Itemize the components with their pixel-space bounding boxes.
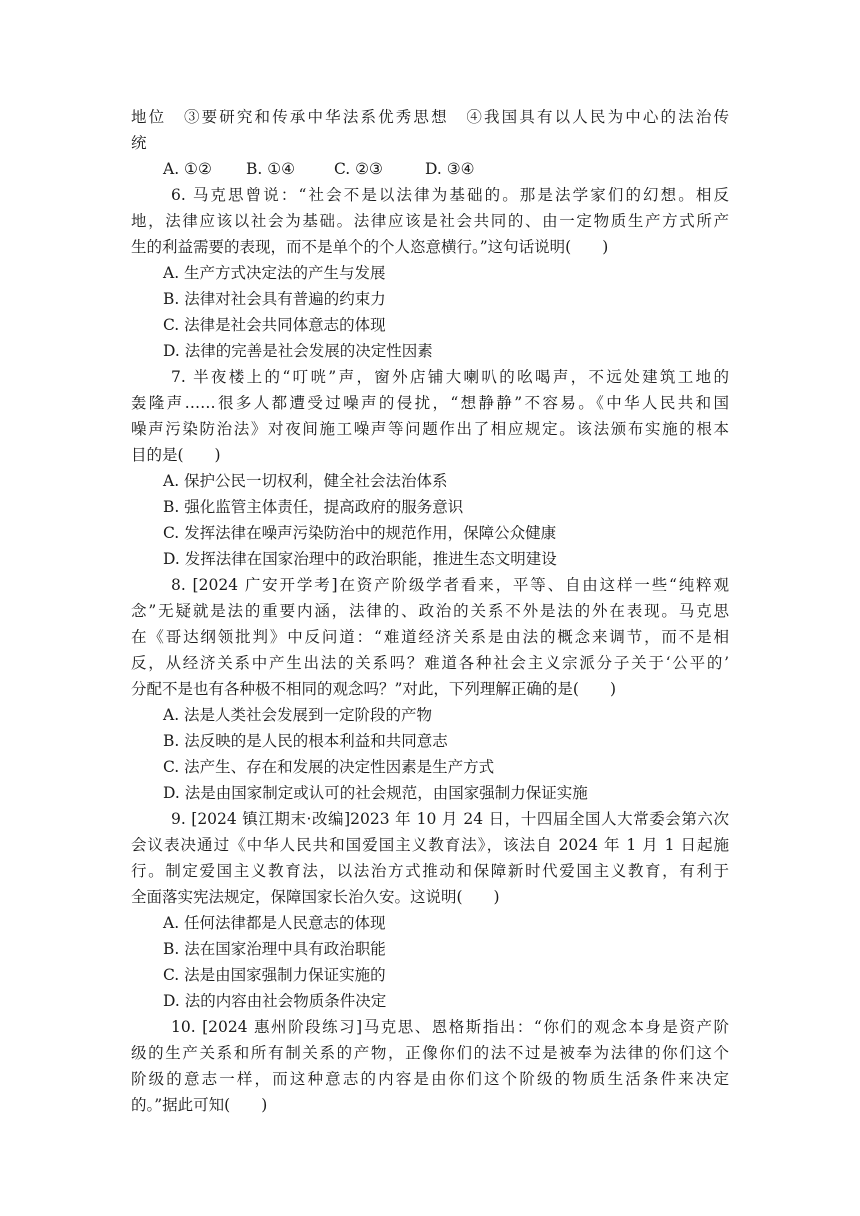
question-7-line: 轰隆声……很多人都遭受过噪声的侵扰，“想静静”不容易。《中华人民共和国: [131, 394, 729, 412]
question-7-option-b: B. 强化监管主体责任，提高政府的服务意识: [163, 498, 464, 516]
question-8-line: 反，从经济关系中产生出法的关系吗？难道各种社会主义宗派分子关于‘公平的’: [131, 654, 729, 672]
question-7-line: 噪声污染防治法》对夜间施工噪声等问题作出了相应规定。该法颁布实施的根本: [131, 420, 729, 438]
question-6-option-c: C. 法律是社会共同体意志的体现: [163, 316, 386, 334]
question-8-line: 分配不是也有各种极不相同的观念吗？”对此，下列理解正确的是( ): [131, 680, 617, 698]
question-8-option-a: A. 法是人类社会发展到一定阶段的产物: [163, 706, 433, 724]
question-8-line: 在《哥达纲领批判》中反问道：“难道经济关系是由法的概念来调节，而不是相: [131, 628, 729, 646]
answer-options-q5: [163, 156, 761, 182]
question-9-option-c: C. 法是由国家强制力保证实施的: [163, 966, 386, 984]
question-9-line: 9. [2024 镇江期末·改编]2023 年 10 月 24 日，十四届全国人大常委会第六次: [171, 810, 729, 828]
question-6-line: 生的利益需要的表现，而不是单个的个人恣意横行。”这句话说明( ): [131, 238, 609, 256]
question-10-line: 10. [2024 惠州阶段练习]马克思、恩格斯指出：“你们的观念本身是资产阶: [171, 1018, 729, 1036]
option-a: A. ①②: [163, 160, 212, 178]
option-c: C. ②③: [334, 160, 383, 178]
question-7-option-c: C. 发挥法律在噪声污染防治中的规范作用，保障公众健康: [163, 524, 557, 542]
question-7-line: 目的是( ): [131, 446, 221, 464]
question-9-line: 全面落实宪法规定，保障国家长治久安。这说明( ): [131, 888, 500, 906]
text-line: 统: [131, 134, 147, 152]
question-6-line: 地，法律应该以社会为基础。法律应该是社会共同的、由一定物质生产方式所产: [131, 212, 729, 230]
question-9-option-b: B. 法在国家治理中具有政治职能: [163, 940, 386, 958]
question-8-line: 8. [2024 广安开学考]在资产阶级学者看来，平等、自由这样一些“纯粹观: [171, 576, 729, 594]
option-b: B. ①④: [246, 160, 296, 178]
question-10-line: 的。”据此可知( ): [131, 1096, 268, 1114]
question-10-line: 阶级的意志一样，而这种意志的内容是由你们这个阶级的物质生活条件来决定: [131, 1070, 729, 1088]
question-9-line: 行。制定爱国主义教育法，以法治方式推动和保障新时代爱国主义教育，有利于: [131, 862, 729, 880]
question-7-option-d: D. 发挥法律在国家治理中的政治职能，推进生态文明建设: [163, 550, 557, 568]
question-8-option-b: B. 法反映的是人民的根本利益和共同意志: [163, 732, 448, 750]
question-6-line: 6. 马克思曾说：“社会不是以法律为基础的。那是法学家们的幻想。相反: [171, 186, 729, 204]
question-9-option-d: D. 法的内容由社会物质条件决定: [163, 992, 387, 1010]
question-6-option-b: B. 法律对社会具有普遍的约束力: [163, 290, 386, 308]
question-7-line: 7. 半夜楼上的“叮咣”声，窗外店铺大喇叭的吆喝声，不远处建筑工地的: [171, 368, 729, 386]
question-8-option-c: C. 法产生、存在和发展的决定性因素是生产方式: [163, 758, 495, 776]
question-6-option-a: A. 生产方式决定法的产生与发展: [163, 264, 386, 282]
text-line: 地位 ③要研究和传承中华法系优秀思想 ④我国具有以人民为中心的法治传: [131, 108, 729, 126]
question-9-line: 会议表决通过《中华人民共和国爱国主义教育法》，该法自 2024 年 1 月 1 日起施: [131, 836, 729, 854]
question-9-option-a: A. 任何法律都是人民意志的体现: [163, 914, 386, 932]
question-6-option-d: D. 法律的完善是社会发展的决定性因素: [163, 342, 433, 360]
question-8-line: 念”无疑就是法的重要内涵，法律的、政治的关系不外是法的外在表现。马克思: [131, 602, 729, 620]
question-7-option-a: A. 保护公民一切权利，健全社会法治体系: [163, 472, 448, 490]
option-d: D. ③④: [425, 160, 475, 178]
question-10-line: 级的生产关系和所有制关系的产物，正像你们的法不过是被奉为法律的你们这个: [131, 1044, 729, 1062]
question-8-option-d: D. 法是由国家制定或认可的社会规范，由国家强制力保证实施: [163, 784, 588, 802]
